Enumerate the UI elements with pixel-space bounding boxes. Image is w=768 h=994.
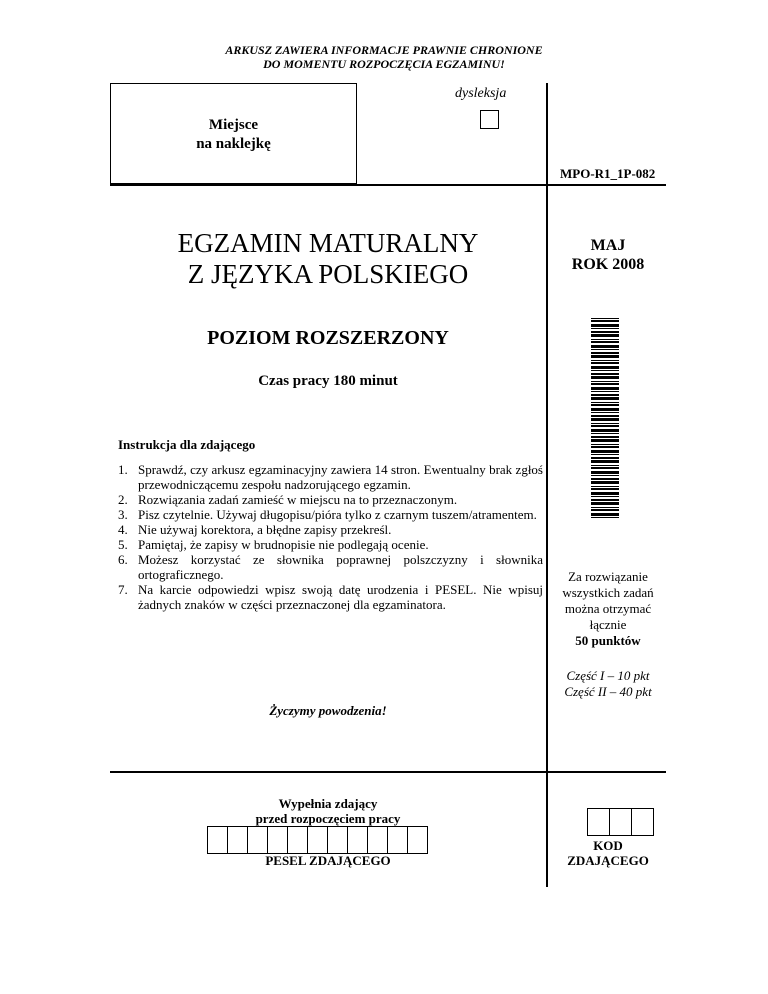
barcode-bar: [591, 513, 619, 516]
barcode-bar: [591, 457, 619, 459]
pesel-digit-box[interactable]: [387, 826, 408, 854]
kod-digit-box[interactable]: [587, 808, 610, 836]
pesel-digit-box[interactable]: [327, 826, 348, 854]
pesel-digit-box[interactable]: [207, 826, 228, 854]
instruction-item: 1. Sprawdź, czy arkusz egzaminacyjny zawiera 14 stron. Ewentualny brak zgłoś przewodniczącemu zespołu nadzorującego egzamin.: [118, 462, 543, 492]
instruction-item: 6. Możesz korzystać ze słownika poprawnej polszczyzny i słownika ortograficznego.: [118, 552, 543, 582]
instruction-item: 2. Rozwiązania zadań zamieść w miejscu na to przeznaczonym.: [118, 492, 458, 507]
barcode-bar: [591, 517, 619, 518]
barcode-bar: [591, 324, 619, 327]
barcode-bar: [591, 366, 619, 369]
barcode-bar: [591, 341, 619, 343]
barcode-bar: [591, 481, 619, 484]
barcode-bar: [591, 334, 619, 337]
points-line-3: można otrzymać: [564, 601, 652, 616]
barcode-bar: [591, 320, 619, 322]
barcode-bar: [591, 492, 619, 495]
barcode-bar: [591, 352, 619, 354]
top-divider: [110, 184, 666, 186]
barcode-bar: [591, 429, 619, 432]
sticker-label: [110, 116, 357, 154]
barcode-bar: [591, 475, 619, 476]
exam-time: Czas pracy 180 minut: [258, 373, 398, 389]
barcode-bar: [591, 397, 619, 400]
barcode-bar: [591, 450, 619, 453]
barcode-bar: [591, 376, 619, 379]
exam-session: [548, 236, 668, 274]
barcode-image: [591, 318, 619, 518]
barcode-bar: [591, 478, 619, 480]
exam-level: POZIOM ROZSZERZONY: [207, 327, 449, 349]
barcode-bar: [591, 496, 619, 497]
barcode-bar: [591, 387, 619, 390]
pesel-digit-box[interactable]: [267, 826, 288, 854]
instruction-item: 7. Na karcie odpowiedzi wpisz swoją datę urodzenia i PESEL. Nie wpisuj żadnych znaków w części przeznaczonej dla egzaminatora.: [118, 582, 543, 612]
barcode-bar: [591, 331, 619, 333]
barcode-bar: [591, 318, 619, 319]
barcode-bar: [591, 509, 619, 511]
session-month: MAJ: [590, 237, 626, 254]
pesel-digit-box[interactable]: [287, 826, 308, 854]
exam-title-line-1: EGZAMIN MATURALNY: [177, 228, 479, 258]
barcode-bar: [591, 439, 619, 442]
barcode-bar: [591, 444, 619, 445]
pesel-digit-box[interactable]: [367, 826, 388, 854]
barcode-bar: [591, 499, 619, 501]
kod-label-line-1: KOD: [593, 838, 623, 853]
points-total: 50 punktów: [575, 633, 641, 648]
sticker-label-line-1: Miejsce: [208, 117, 259, 133]
exam-title: [110, 228, 546, 290]
barcode-bar: [591, 408, 619, 411]
points-part-2: Część II – 40 pkt: [564, 684, 652, 699]
barcode-bar: [591, 465, 619, 466]
barcode-bar: [591, 488, 619, 490]
pesel-digit-box[interactable]: [307, 826, 328, 854]
barcode-bar: [591, 460, 619, 463]
points-info: [548, 569, 668, 649]
barcode-bar: [591, 471, 619, 474]
exam-title-line-2: Z JĘZYKA POLSKIEGO: [187, 259, 469, 289]
kod-digit-box[interactable]: [631, 808, 654, 836]
kod-input-boxes[interactable]: [588, 808, 654, 836]
kod-digit-box[interactable]: [609, 808, 632, 836]
barcode-bar: [591, 418, 619, 421]
kod-label: [548, 838, 668, 868]
barcode-bar: [591, 383, 619, 385]
barcode-bar: [591, 362, 619, 364]
pesel-digit-box[interactable]: [347, 826, 368, 854]
fill-in-line-1: Wypełnia zdający: [278, 796, 378, 811]
notice-line-1: ARKUSZ ZAWIERA INFORMACJE PRAWNIE CHRONIONE: [225, 43, 543, 57]
barcode-bar: [591, 370, 619, 371]
notice-line-2: DO MOMENTU ROZPOCZĘCIA EGZAMINU!: [263, 57, 505, 71]
barcode-bar: [591, 454, 619, 455]
barcode-bar: [591, 425, 619, 427]
barcode-bar: [591, 402, 619, 403]
instructions-list: [118, 462, 543, 612]
pesel-digit-box[interactable]: [227, 826, 248, 854]
barcode-bar: [591, 373, 619, 375]
barcode-bar: [591, 415, 619, 417]
barcode-bar: [591, 394, 619, 396]
instruction-item: 3. Pisz czytelnie. Używaj długopisu/pióra tylko z czarnym tuszem/atramentem.: [118, 507, 537, 522]
dyslexia-label: dysleksja: [455, 86, 507, 101]
barcode-bar: [591, 328, 619, 329]
bottom-divider: [110, 771, 666, 773]
barcode-bar: [591, 446, 619, 448]
fill-in-label: [110, 796, 546, 826]
good-luck-text: Życzymy powodzenia!: [269, 703, 387, 718]
barcode-bar: [591, 349, 619, 350]
barcode-bar: [591, 355, 619, 358]
barcode-bar: [591, 467, 619, 469]
barcode-bar: [591, 507, 619, 508]
vertical-divider: [546, 83, 548, 887]
barcode-bar: [591, 345, 619, 348]
instruction-item: 5. Pamiętaj, że zapisy w brudnopisie nie podlegają ocenie.: [118, 537, 429, 552]
barcode-bar: [591, 381, 619, 382]
kod-label-line-2: ZDAJĄCEGO: [567, 853, 649, 868]
points-parts: [548, 668, 668, 700]
points-line-4: łącznie: [589, 617, 627, 632]
barcode-bar: [591, 339, 619, 340]
instruction-item: 4. Nie używaj korektora, a błędne zapisy przekreśl.: [118, 522, 392, 537]
dyslexia-checkbox[interactable]: [480, 110, 499, 129]
points-part-1: Część I – 10 pkt: [566, 668, 650, 683]
points-line-1: Za rozwiązanie: [568, 569, 648, 584]
barcode-bar: [591, 486, 619, 487]
pesel-input-boxes[interactable]: [208, 826, 428, 854]
session-year: ROK 2008: [571, 256, 645, 273]
barcode-bar: [591, 360, 619, 361]
barcode-bar: [591, 436, 619, 438]
barcode-bar: [591, 391, 619, 392]
pesel-label: PESEL ZDAJĄCEGO: [265, 853, 391, 868]
pesel-digit-box[interactable]: [407, 826, 428, 854]
barcode-bar: [591, 423, 619, 424]
barcode-bar: [591, 412, 619, 413]
pesel-digit-box[interactable]: [247, 826, 268, 854]
barcode-bar: [591, 433, 619, 434]
confidential-notice: [0, 43, 768, 71]
barcode-bar: [591, 502, 619, 505]
points-line-2: wszystkich zadań: [562, 585, 654, 600]
exam-code: MPO-R1_1P-082: [560, 166, 656, 181]
fill-in-line-2: przed rozpoczęciem pracy: [255, 811, 401, 826]
barcode-bar: [591, 404, 619, 406]
sticker-label-line-2: na naklejkę: [196, 136, 271, 152]
instructions-title: Instrukcja dla zdającego: [118, 437, 256, 452]
